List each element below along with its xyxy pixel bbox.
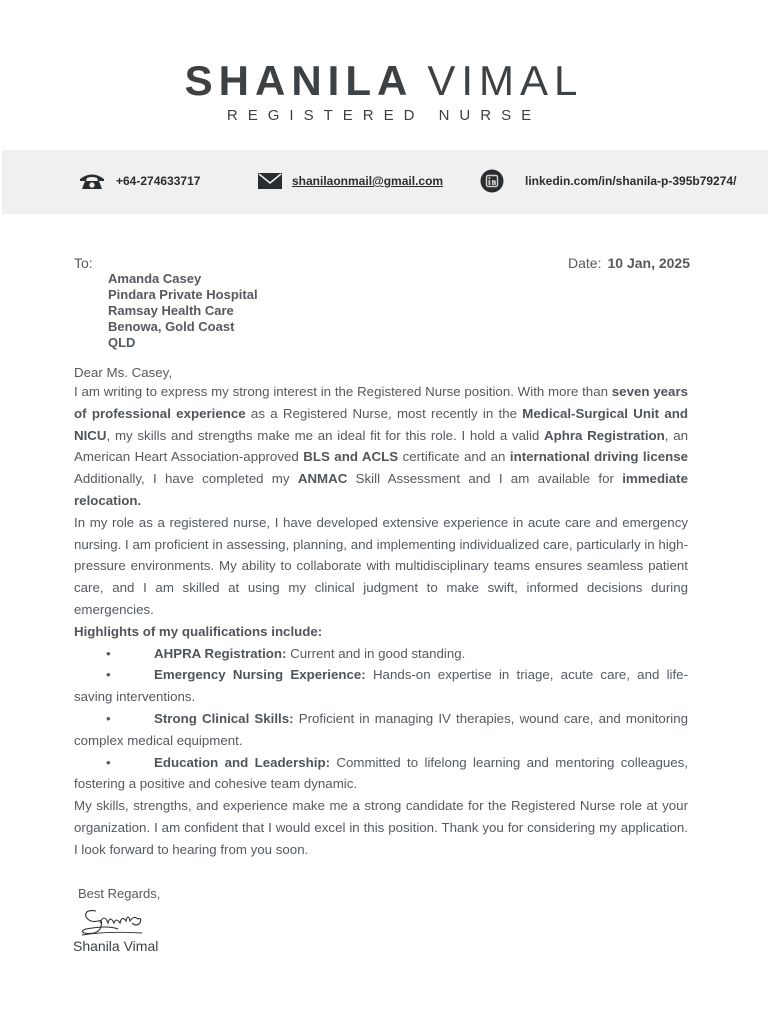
contact-email xyxy=(258,170,443,192)
job-title: REGISTERED NURSE xyxy=(226,107,542,124)
experience-paragraph: In my role as a registered nurse, I have developed extensive experience in acute care and emergency nursing. I am proficient in assessing, planning, and implementing individualized care, particularly in high-pressure environments. My ability to collaborate with multidisciplinary teams ensures seamless patient care, and I am skilled at using my clinical judgment to make swift, informed decisions during emergencies. xyxy=(74,514,688,617)
recipient-name: Amanda Casey xyxy=(108,271,202,286)
contact-phone xyxy=(78,170,200,192)
recipient-address xyxy=(108,271,258,351)
highlights-heading: Highlights of my qualifications include: xyxy=(74,623,323,639)
date-label: Date: xyxy=(568,255,602,271)
recipient-location: Benowa, Gold Coast xyxy=(108,319,235,334)
letter-body xyxy=(74,365,688,861)
linkedin-icon xyxy=(480,169,504,193)
contact-bar xyxy=(2,150,768,214)
list-item: • Education and Leadership: Committed to lifelong learning and mentoring colleagues, fostering a positive and cohesive team dynamic. xyxy=(74,752,688,796)
bullet-icon: • xyxy=(106,710,111,726)
recipient-group: Ramsay Health Care xyxy=(108,303,234,318)
closing-regards: Best Regards, xyxy=(78,886,161,901)
first-name: SHANILA xyxy=(184,57,414,104)
email-link[interactable]: shanilaonmail@gmail.com xyxy=(292,174,444,188)
last-name: VIMAL xyxy=(427,57,584,104)
salutation: Dear Ms. Casey, xyxy=(74,365,173,380)
bullet-icon: • xyxy=(106,667,111,683)
list-item: • Emergency Nursing Experience: Hands-on expertise in triage, acute care, and life-saving interventions. xyxy=(74,664,688,708)
signer-name: Shanila Vimal xyxy=(73,938,159,954)
recipient-organization: Pindara Private Hospital xyxy=(108,287,258,302)
contact-linkedin xyxy=(480,170,736,192)
date-value: 10 Jan, 2025 xyxy=(607,255,690,271)
letter-date xyxy=(568,255,690,271)
bullet-icon: • xyxy=(106,754,111,770)
applicant-name xyxy=(0,57,768,105)
to-label: To: xyxy=(74,255,93,271)
list-item: • Strong Clinical Skills: Proficient in managing IV therapies, wound care, and monitoring complex medical equipment. xyxy=(74,708,688,752)
recipient-state: QLD xyxy=(108,335,136,350)
list-item: • AHPRA Registration: Current and in good standing. xyxy=(74,643,688,665)
phone-icon xyxy=(78,172,106,190)
bullet-icon: • xyxy=(106,645,111,661)
linkedin-link[interactable]: linkedin.com/in/shanila-p-395b79274/ xyxy=(525,174,737,188)
closing-paragraph: My skills, strengths, and experience make me a strong candidate for the Registered Nurse role at your organization. I am confident that I would excel in this position. Thank you for considering my application. I look forward to hearing from you soon. xyxy=(74,798,688,857)
intro-paragraph: I am writing to express my strong interest in the Registered Nurse position. With more than seven years of professional experience as a Registered Nurse, most recently in the Medical-Surgical Unit and NICU, my skills and strengths make me an ideal fit for this role. I hold a valid Aphra Registration, an American Heart Association-approved BLS and ACLS certificate and an international driving license Additionally, I have completed my ANMAC Skill Assessment and I am available for immediate relocation. xyxy=(74,384,689,508)
envelope-icon xyxy=(258,173,282,189)
phone-number[interactable]: +64-274633717 xyxy=(116,174,201,188)
